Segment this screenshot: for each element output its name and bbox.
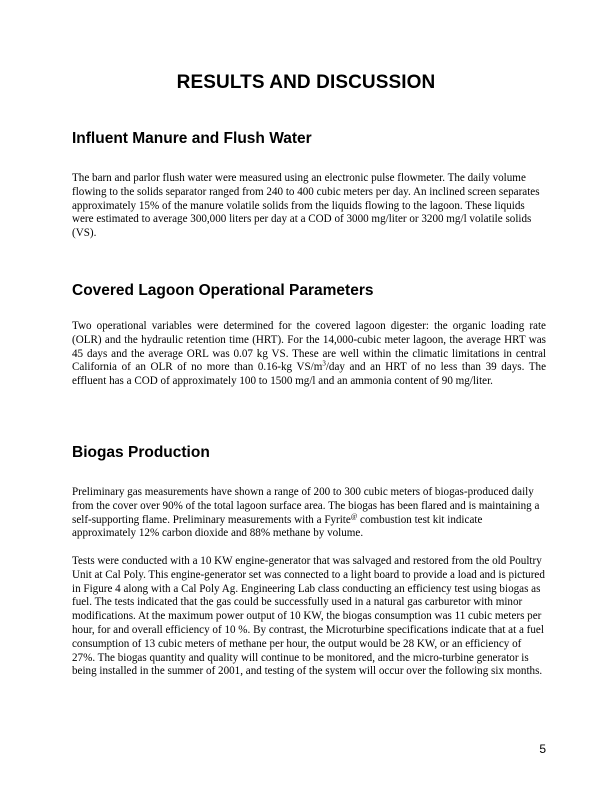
paragraph-influent-manure: The barn and parlor flush water were measured using an electronic pulse flowmeter. The daily volume flowing to the solids separator ranged from 240 to 400 cubic meters per day. An inclined screen separates approximately 15% of the manure volatile solids from the liquids flowing to the lagoon. These liquids were estimated to average 300,000 liters per day at a COD of 3000 mg/liter or 3200 mg/l volatile solids (VS). [72, 172, 540, 240]
paragraph-covered-lagoon [72, 320, 546, 389]
page-number: 5 [539, 742, 546, 756]
superscript-text: @ [350, 511, 358, 520]
section-heading-covered-lagoon: Covered Lagoon Operational Parameters [72, 282, 374, 299]
paragraph-text-part: Two operational variables were determined for the covered lagoon digester: the organic loading rate (OLR) and the hydraulic retention time (HRT). For the 14,000-cubic meter lagoon, the average HRT was 45 days and the average ORL was 0.07 kg VS. These are well within the climatic limitations in central California of an OLR of no more than 0.16-kg VS/m [72, 320, 546, 374]
paragraph-text-part: combustion test kit indicate approximately 12% carbon dioxide and 88% methane by volume. [72, 513, 483, 540]
superscript-text: 3 [322, 359, 326, 368]
section-heading-biogas-production: Biogas Production [72, 444, 210, 461]
paragraph-text-part: /day and an HRT of no less than 39 days. The effluent has a COD of approximately 100 to 1500 mg/l and an ammonia content of 90 mg/liter. [72, 361, 547, 388]
section-heading-influent-manure: Influent Manure and Flush Water [72, 130, 312, 147]
page-title: RESULTS AND DISCUSSION [176, 72, 436, 93]
paragraph-biogas-measurements [72, 486, 546, 541]
paragraph-engine-tests: Tests were conducted with a 10 KW engine-generator that was salvaged and restored from the old Poultry Unit at Cal Poly. This engine-generator set was connected to a light board to provide a load and is pictured in Figure 4 along with a Cal Poly Ag. Engineering Lab class conducting an efficiency test using biogas as fuel. The tests indicated that the gas could be successfully used in a natural gas carburetor with minor modifications. At the maximum power output of 10 KW, the biogas consumption was 11 cubic meters per hour, for and overall efficiency of 10 %. By contrast, the Microturbine specifications indicate that at a fuel consumption of 13 cubic meters of methane per hour, the output would be 28 KW, or an efficiency of 27%. The biogas quantity and quality will continue to be monitored, and the micro-turbine generator is being installed in the summer of 2001, and testing of the system will occur over the following six months. [72, 555, 545, 678]
paragraph-text-part: Preliminary gas measurements have shown a range of 200 to 300 cubic meters of biogas-produced daily from the cover over 90% of the total lagoon surface area. The biogas has been flared and is maintaining a self-supporting flame. Preliminary measurements with a Fyrite [72, 486, 540, 526]
